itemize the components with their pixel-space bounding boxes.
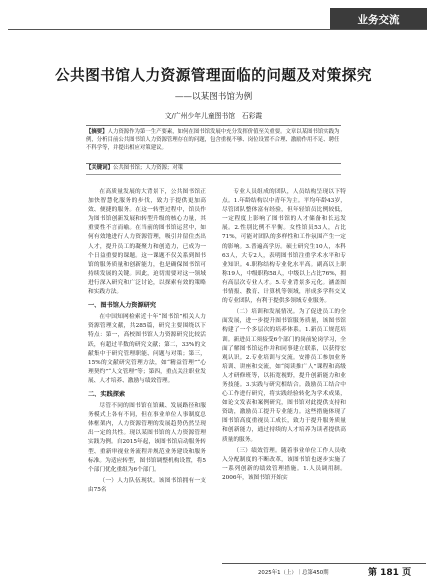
page-suffix: 页 [402,568,412,578]
keywords-label: 【关键词】 [86,165,113,171]
right-paragraph: （三）绩效管理。随着事业单位工作人员收入分配制度的不断改革，该图书馆也逐步实施了一系列创新的绩效管理措施。1.人员调用制。2006年，该图书馆开始实 [222,447,346,481]
section-tag: 业务交流 [330,8,427,30]
keywords [86,164,341,172]
abstract-rule [86,174,341,175]
keywords-text: 公共图书馆；人力资源；对策 [112,165,184,171]
abstract-label: 【摘要】 [86,129,108,135]
section1-paragraph: 在中国知网检索近十年“图书馆”相关人力资源管理文献，共285篇，研究主要围绕以下特点：第一，高校图书馆人力资源研究比较活跃，有超过半数的研究文献；第二，33%的文献集中于研究管理职能、问题与对策；第三，15%的文献研究管理方法，如“精益管理”“心理契约”“人文管理”等；第四，重点关注职业发展、人才培养、激励与绩效管理。 [88,314,206,384]
abstract-box [86,125,341,164]
page-number [368,565,411,578]
footer-rule [222,563,426,564]
section2-paragraph: 尽管不同的图书馆在馆藏、发展路径和服务模式上各有不同，但在事业单位人事制度总体框架内，人力资源管理的发展趋势仍然呈现出一定的共性。现以某图书馆的人力资源管理实践为例。自2015年起，该图书馆启动服务转型、重新审视业务流程并规范业务建设和服务标准。为适应转型，图书馆调整机构设置，将5个部门优化重组为6个部门。 [88,403,206,473]
right-paragraph: 专业人员组成的团队，人员结构呈现以下特点。1.年龄结构以中青年为主。平均年龄43岁，尽管团队整体富有经验，但年轻馆员比例较低，一定程度上影响了图书馆的人才储备和长远发展。2.性别比例不平衡。女性馆员53人，占比71%，可能对团队的多样性和工作氛围产生一定的影响。3.普遍高学历。硕士研究生10人，本科63人，大专2人，表明图书馆注重学术水平和专业知识。4.职称结构专业化水平高。副高以上职称19人，中级职称58人，中级以上占比76%，拥有高层次专业人才。5.专业背景多元化。涵盖图书情报、教育、计算机等领域，形成多学科交叉的专业团队，有利于提供多领域专业服务。 [222,189,346,305]
section2-paragraph: （一）人力队伍现状。该图书馆拥有一支由75名 [88,477,206,493]
section1-heading: 一、图书馆人力资源研究 [88,302,157,310]
section2-heading: 二、实践探索 [88,390,126,398]
left-column [88,188,206,560]
article-authors: 文/广州少年儿童图书馆 石彩霞 [164,112,263,120]
right-paragraph: （二）培训和发展情况。为了促进员工的全面发展，进一步提升图书馆服务质量，该图书馆构建了一个多层次的培养体系。1.新员工规范培训。新进员工须接受6个部门的岗前轮岗学习，全面了解图书馆运作并和同事建立联系，以获得宏观认识。2.专业培训与交流。安排员工参加业务培训、讲座和交流，如“阅读推广人”课程和高级人才研修班等，以拓宽视野，提升创新能力和业务技能。3.实践与研究相结合。鼓励员工结合中心工作进行研究，将实践经验转化为学术成果，如论文发表和案例研究，图书馆对此提供支持和资助，激励员工提升专业能力。这些措施体现了图书馆高度重视员工成长，致力于提升服务质量和创新能力，通过持续的人才培养为读者提供高质量的服务。 [222,309,346,443]
page-prefix: 第 [368,568,378,578]
right-column [222,188,346,560]
header-rule [8,29,427,30]
abstract-text: 人力资源作为第一生产要素，如何在图书馆发展中充分发挥价值至关重要。文章以某图书馆实践为例，分析目前公共图书馆人力资源管理存在的问题，包含重视不够、岗位设置不合理、激励作用不足、聘任不科学等，并提出相应对策建议。 [86,129,340,151]
footer-issue: 2025年1（上）｜总第450期 [258,570,329,576]
article-subtitle: ——以某图书馆为例 [174,92,253,102]
article-title: 公共图书馆人力资源管理面临的问题及对策探究 [55,67,372,84]
intro-paragraph: 在高质量发展的大背景下，公共图书馆正加快智慧化服务的步伐，致力于提供更加高效、便捷的服务。在这一转型过程中，馆员作为图书馆创新发展和转型升级的核心力量，其重要性不言而喻。在当前的图书馆运营中，如何有效地进行人力资源管理，吸引并留住杰出人才，提升员工的凝聚力和创造力，已成为一个日益重要的课题。这一课题不仅关系到图书馆的服务质量和创新能力，也是确保图书馆可持续发展的关键。因此，迫切需要对这一领域进行深入研究和广泛讨论，以探索有效的策略和实践方法。 [88,189,206,296]
page-number-value: 181 [380,568,399,578]
